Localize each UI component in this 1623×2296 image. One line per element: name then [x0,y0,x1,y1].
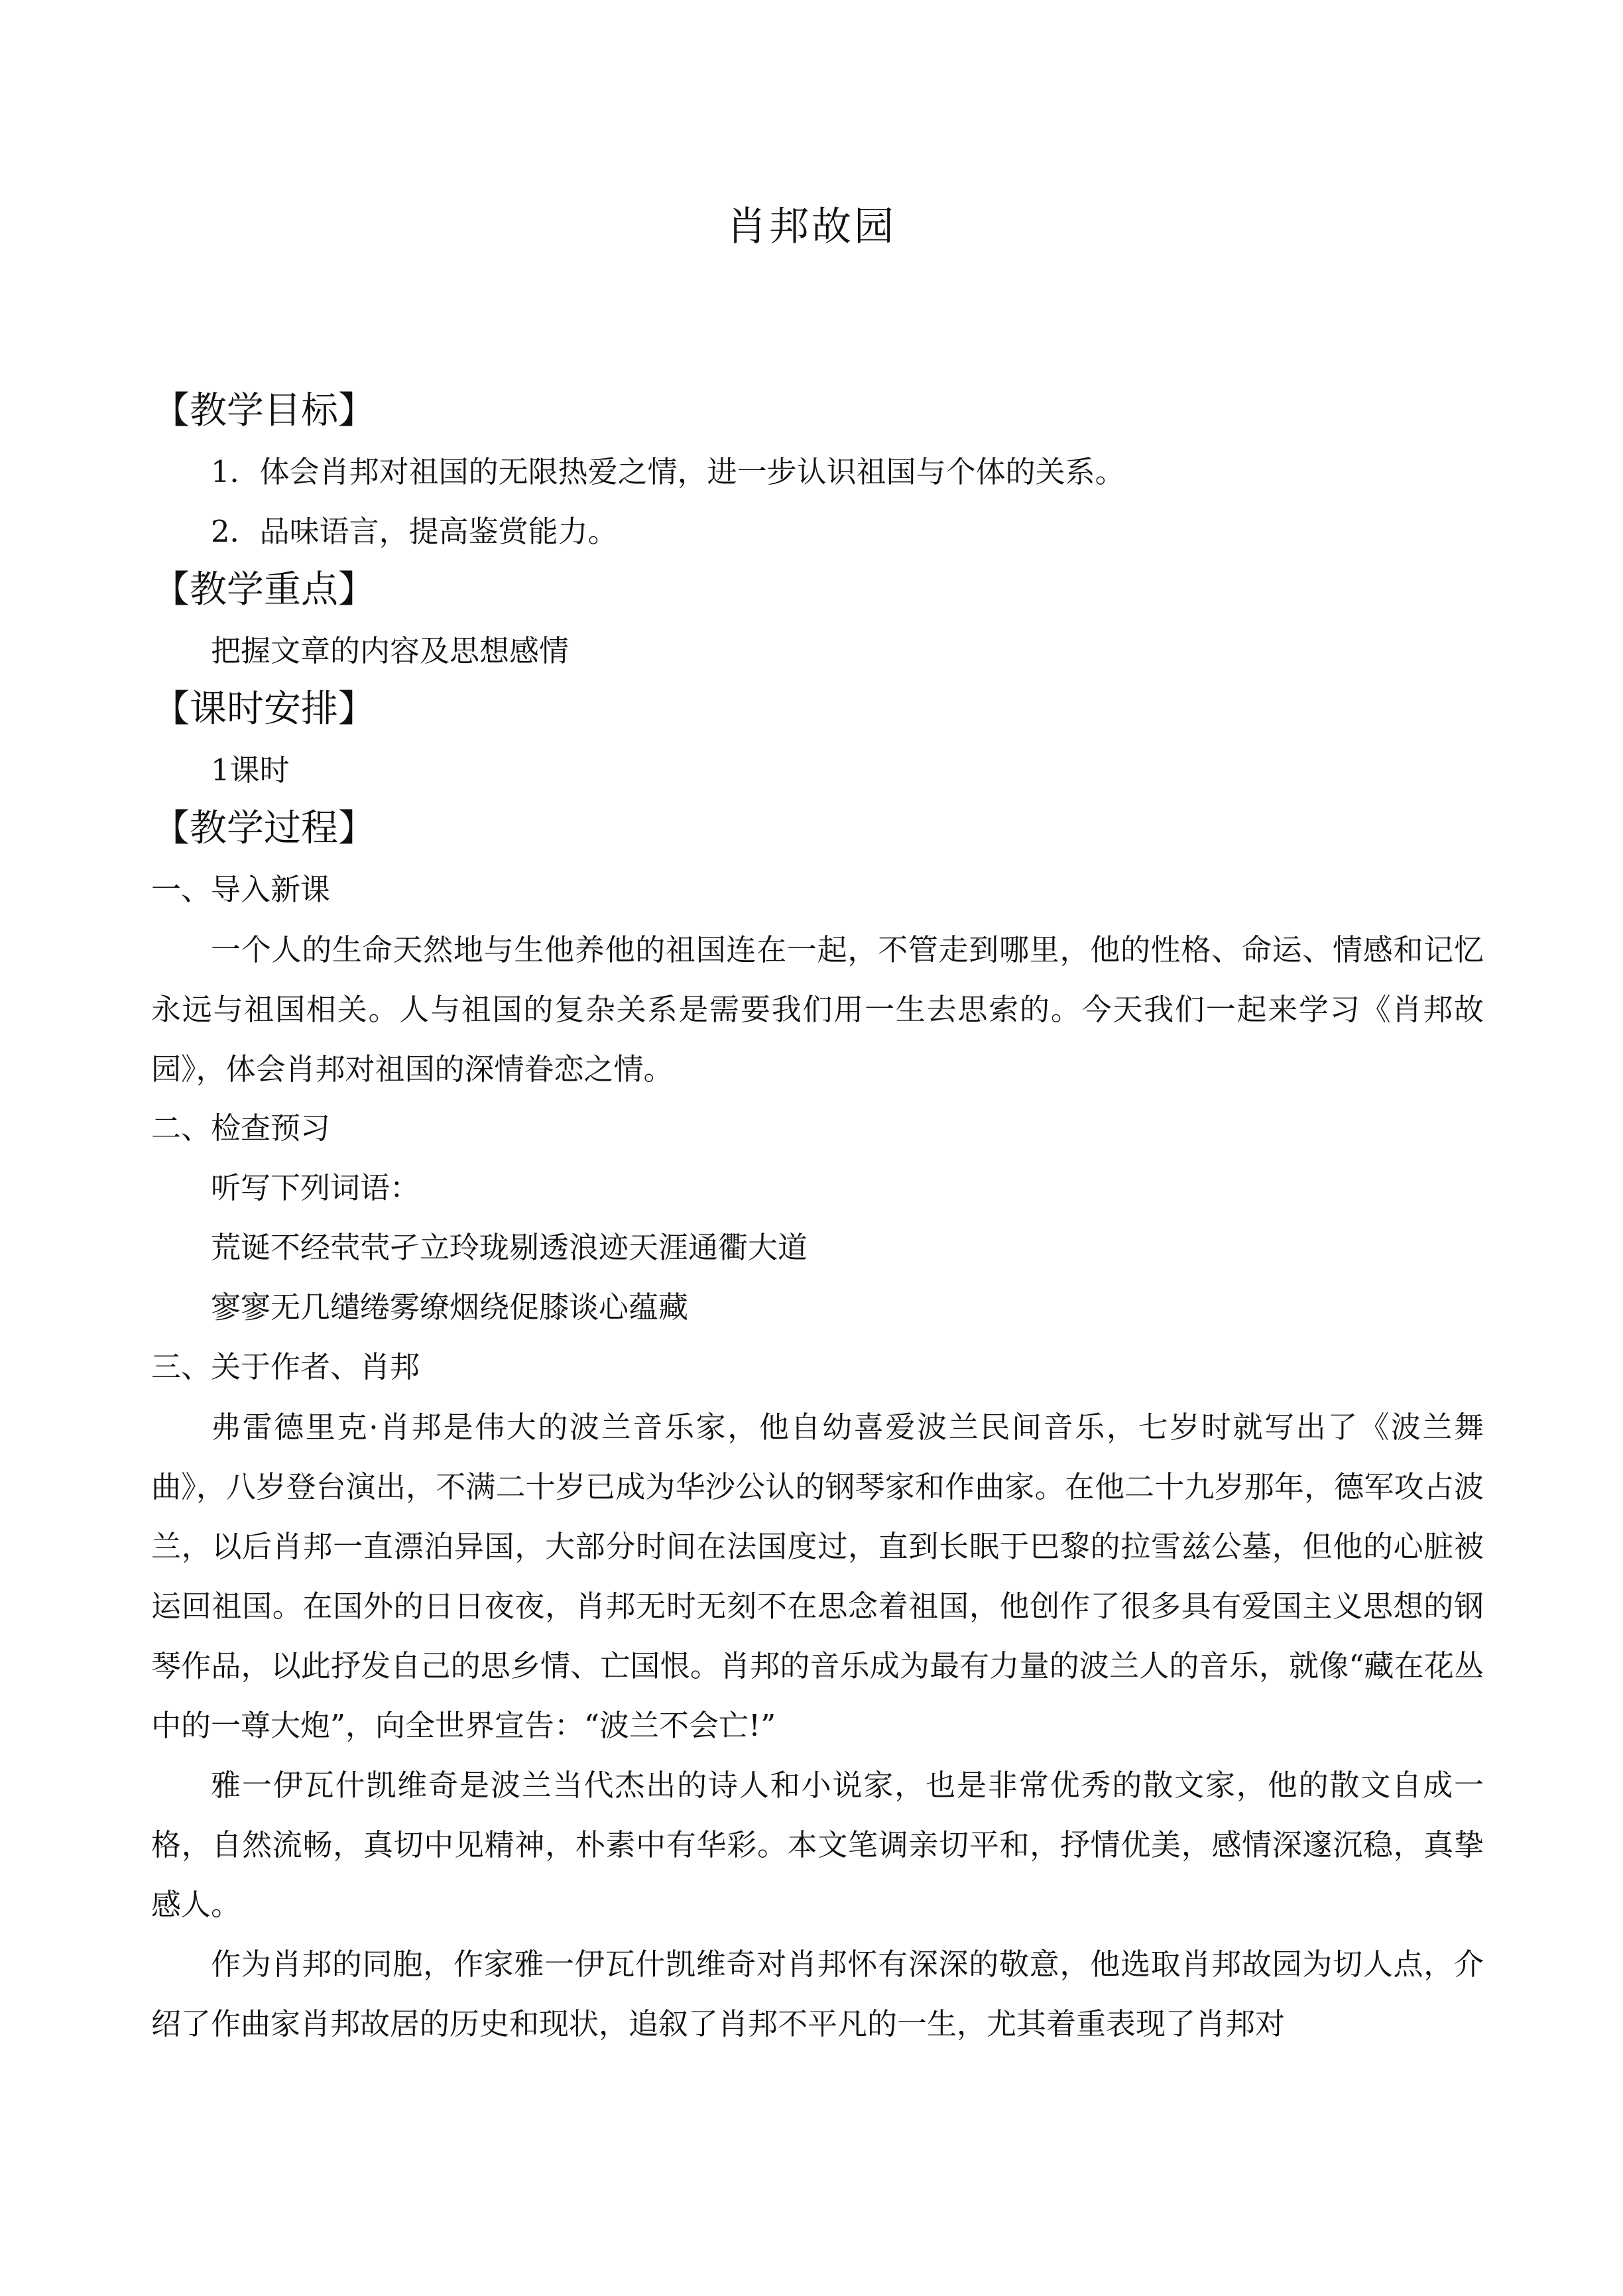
section-heading-schedule: 【课时安排】 [152,688,375,731]
subheading-intro: 一、导入新课 [151,872,331,907]
focus-text: 把握文章的内容及思想感情 [211,633,570,668]
document-body [151,383,1484,2054]
preview-words-line-1: 荒诞不经茕茕孑立玲珑剔透浪迹天涯通衢大道 [211,1230,808,1265]
intro-paragraph: 一个人的生命天然地与生他养他的祖国连在一起，不管走到哪里，他的性格、命运、情感和记忆永远与祖国相关。人与祖国的复杂关系是需要我们用一生去思索的。今天我们一起来学习《肖邦故园》，体会肖邦对祖国的深情眷恋之情。 [151,932,1484,1087]
author-paragraph-1: 弗雷德里克·肖邦是伟大的波兰音乐家，他自幼喜爱波兰民间音乐，七岁时就写出了《波兰舞曲》，八岁登台演出，不满二十岁已成为华沙公认的钢琴家和作曲家。在他二十九岁那年，德军攻占波兰，以后肖邦一直漂泊异国，大部分时间在法国度过，直到长眠于巴黎的拉雪兹公墓，但他的心脏被运回祖国。在国外的日日夜夜，肖邦无时无刻不在思念着祖国，他创作了很多具有爱国主义思想的钢琴作品，以此抒发自己的思乡情、亡国恨。肖邦的音乐成为最有力量的波兰人的音乐，就像“藏在花丛中的一尊大炮”，向全世界宣告：“波兰不会亡!” [151,1410,1484,1743]
subheading-preview: 二、检查预习 [151,1111,331,1146]
document-title: 肖邦故园 [727,204,896,250]
author-paragraph-2: 雅一伊瓦什凯维奇是波兰当代杰出的诗人和小说家，也是非常优秀的散文家，他的散文自成一格，自然流畅，真切中见精神，朴素中有华彩。本文笔调亲切平和，抒情优美，感情深邃沉稳，真挚感人。 [151,1768,1484,1922]
schedule-text: 1课时 [211,753,290,788]
subheading-author: 三、关于作者、肖邦 [151,1349,420,1384]
preview-words-line-2: 寥寥无几缱绻雾缭烟绕促膝谈心蕴藏 [211,1290,689,1325]
section-heading-process: 【教学过程】 [152,807,375,850]
preview-prompt: 听写下列词语： [211,1170,420,1205]
section-heading-focus: 【教学重点】 [152,568,375,611]
goal-item-1: 1．体会肖邦对祖国的无限热爱之情，进一步认识祖国与个体的关系。 [211,454,1125,489]
author-paragraph-3: 作为肖邦的同胞，作家雅一伊瓦什凯维奇对肖邦怀有深深的敬意，他选取肖邦故园为切人点，介绍了作曲家肖邦故居的历史和现状，追叙了肖邦不平凡的一生，尤其着重表现了肖邦对 [151,1947,1484,2041]
section-heading-goals: 【教学目标】 [152,389,375,432]
goal-item-2: 2．品味语言，提高鉴赏能力。 [211,514,618,549]
